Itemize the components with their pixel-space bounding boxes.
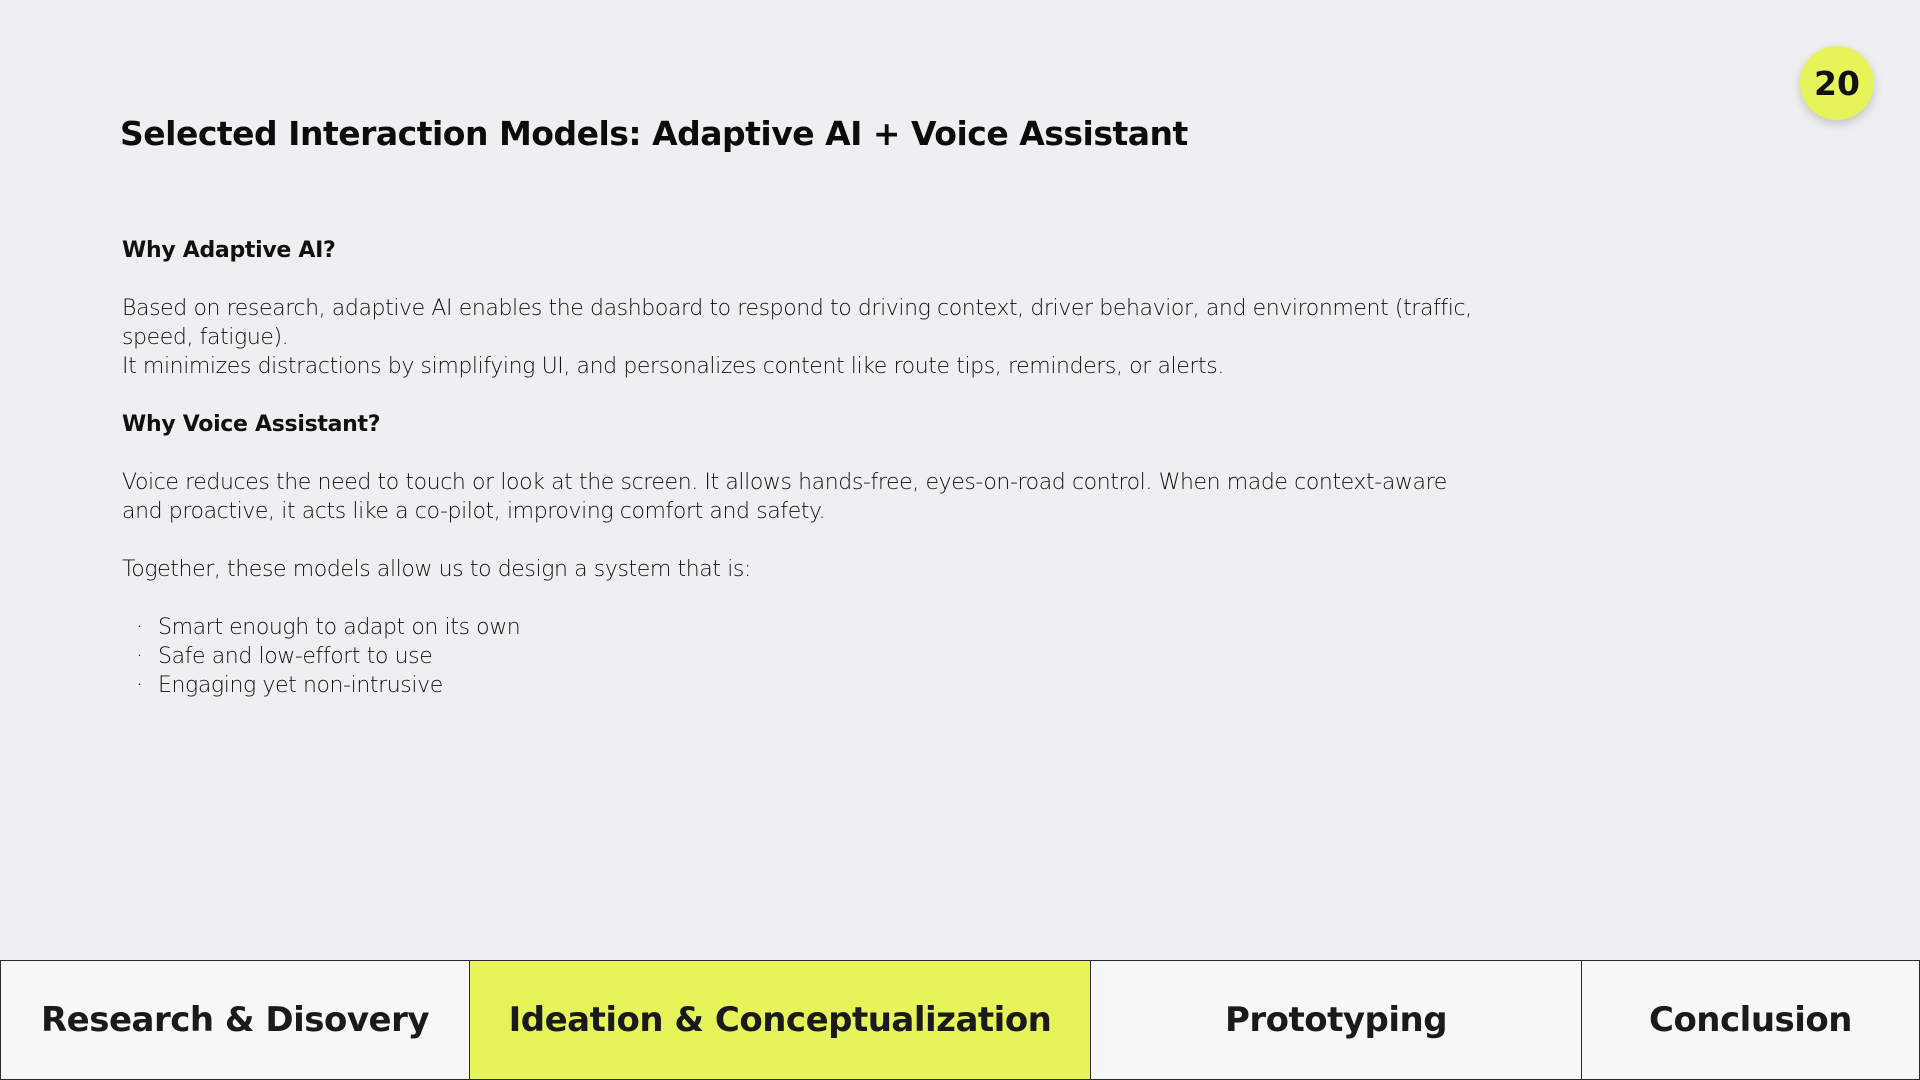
list-item: [122, 671, 1492, 700]
adaptive-ai-paragraph-2: It minimizes distractions by simplifying UI, and personalizes content like route tips, reminders, or alerts.: [122, 354, 1224, 379]
voice-assistant-heading: Why Voice Assistant?: [122, 412, 381, 437]
tab-research-discovery[interactable]: Research & Disovery: [0, 960, 469, 1080]
page-number-badge: 20: [1800, 46, 1874, 120]
tab-prototyping[interactable]: Prototyping: [1090, 960, 1581, 1080]
adaptive-ai-heading: Why Adaptive AI?: [122, 238, 336, 263]
tab-ideation-conceptualization[interactable]: Ideation & Conceptualization: [469, 960, 1090, 1080]
section-nav-bar: [0, 960, 1920, 1080]
slide-content: [122, 236, 1492, 700]
voice-assistant-paragraph: Voice reduces the need to touch or look at the screen. It allows hands-free, eyes-on-road control. When made context-aware and proactive, it acts like a co-pilot, improving comfort and safety.: [122, 470, 1447, 524]
tab-conclusion[interactable]: Conclusion: [1581, 960, 1920, 1080]
bullet-dot: ·: [136, 673, 143, 698]
adaptive-ai-paragraph-1: Based on research, adaptive AI enables the dashboard to respond to driving context, driver behavior, and environment (traffic, speed, fatigue).: [122, 296, 1472, 350]
list-item-text: Engaging yet non-intrusive: [158, 673, 443, 698]
bullet-dot: ·: [136, 644, 143, 669]
list-item-text: Smart enough to adapt on its own: [158, 615, 521, 640]
list-item: [122, 642, 1492, 671]
slide-title: Selected Interaction Models: Adaptive AI + Voice Assistant: [120, 114, 1188, 153]
list-item: [122, 613, 1492, 642]
bullet-dot: ·: [136, 615, 143, 640]
together-intro: Together, these models allow us to design a system that is:: [122, 557, 751, 582]
list-item-text: Safe and low-effort to use: [158, 644, 433, 669]
bullet-list: [122, 613, 1492, 700]
